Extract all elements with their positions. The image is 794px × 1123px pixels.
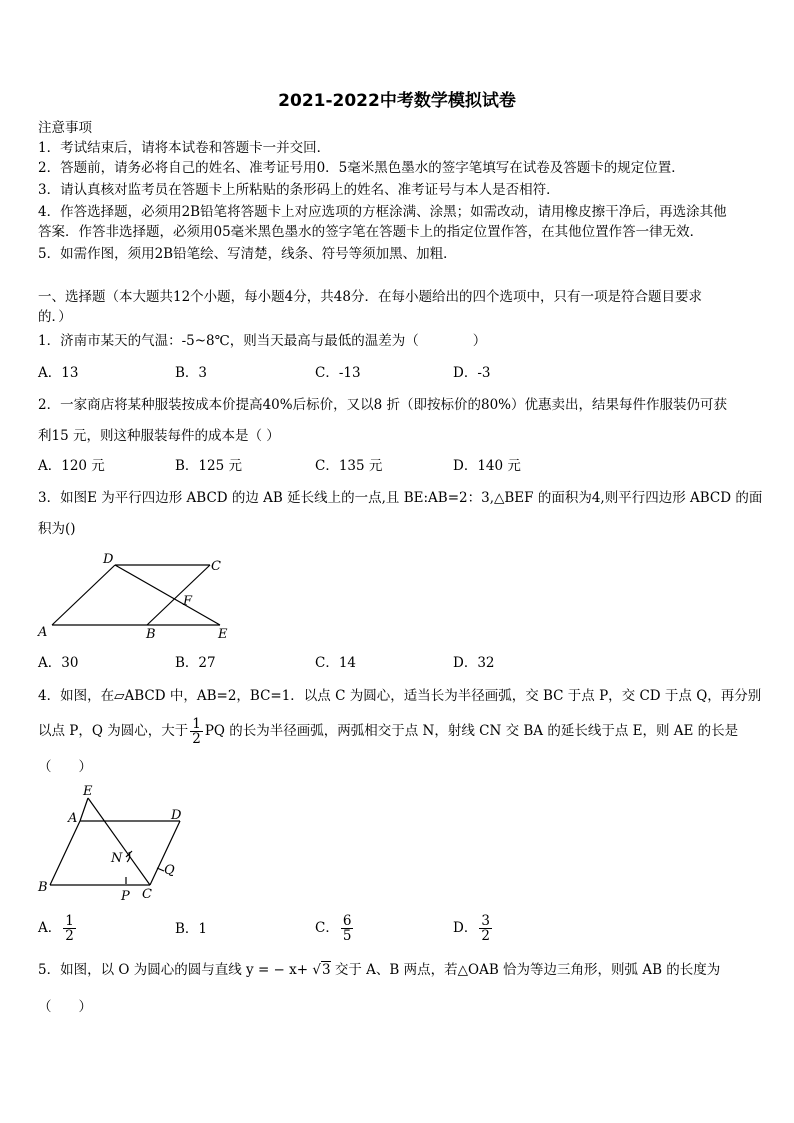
q2-option-a: A．120 元 — [38, 458, 105, 474]
q4-option-d-num: 3 — [481, 913, 490, 929]
q2-stem-cont: 利15 元，则这种服装每件的成本是（ ） — [38, 428, 280, 444]
section-heading: 一、选择题（本大题共12个小题，每小题4分，共48分．在每小题给出的四个选项中，只有一项是符合题目要求 — [38, 289, 702, 305]
q4-option-d-fraction — [479, 914, 492, 943]
q4-option-c-den: 5 — [342, 928, 352, 944]
q4-fraction-num: 1 — [192, 716, 201, 732]
q3-label-e: E — [218, 627, 228, 642]
q4-option-a-label: A． — [38, 920, 62, 936]
notice-heading: 注意事项 — [38, 120, 92, 136]
q4-option-a-fraction — [63, 914, 76, 943]
q4-stem-pre: 以点 P，Q 为圆心，大于 — [38, 723, 189, 739]
q5-answer-bracket: （ ） — [38, 999, 92, 1015]
q1-option-b: B．3 — [175, 365, 208, 381]
q3-stem: 3．如图E 为平行四边形 ABCD 的边 AB 延长线上的一点,且 BE:AB=2：3,△BEF 的面积为4,则平行四边形 ABCD 的面 — [38, 490, 763, 506]
q2-option-c: C．135 元 — [315, 458, 383, 474]
q4-stem-cont — [38, 717, 738, 746]
notice-item-4-cont: 答案．作答非选择题，必须用05毫米黑色墨水的签字笔在答题卡上的指定位置作答，在其他位置作答一律无效． — [38, 224, 704, 240]
q4-stem: 4．如图，在▱ABCD 中，AB=2，BC=1．以点 C 为圆心，适当长为半径画弧，交 BC 于点 P，交 CD 于点 Q，再分别 — [38, 688, 762, 704]
q1-option-a: A．13 — [38, 365, 79, 381]
q4-label-c: C — [142, 887, 152, 902]
q4-stem-post: PQ 的长为半径画弧，两弧相交于点 N，射线 CN 交 BA 的延长线于点 E，则 AE 的长是 — [204, 723, 739, 739]
q4-option-c — [315, 914, 355, 943]
q4-option-d-den: 2 — [481, 928, 490, 944]
q5-stem — [38, 960, 720, 980]
q3-label-b: B — [146, 627, 156, 642]
q4-fraction-den: 2 — [192, 731, 201, 747]
notice-item-5: 5．如需作图，须用2B铅笔绘、写清楚，线条、符号等须加黑、加粗． — [38, 246, 457, 262]
q4-option-c-fraction — [341, 914, 354, 943]
q4-option-d-label: D． — [453, 920, 478, 936]
q4-parallelogram-figure — [30, 778, 205, 906]
q5-sqrt-symbol: √ — [312, 962, 321, 978]
q5-stem-pre: 5．如图，以 O 为圆心的圆与直线 y = − x+ — [38, 962, 313, 978]
q3-label-c: C — [211, 559, 221, 574]
q4-answer-bracket: （ ） — [38, 759, 92, 775]
notice-item-2: 2．答题前，请务必将自己的姓名、准考证号用0．5毫米黑色墨水的签字笔填写在试卷及答题卡的规定位置． — [38, 160, 685, 176]
q1-option-d: D．-3 — [453, 365, 491, 381]
notice-item-4: 4．作答选择题，必须用2B铅笔将答题卡上对应选项的方框涂满、涂黑；如需改动，请用橡皮擦干净后，再选涂其他 — [38, 204, 727, 220]
q3-label-d: D — [103, 552, 114, 567]
q4-label-n: N — [111, 851, 123, 866]
notice-item-1: 1．考试结束后，请将本试卷和答题卡一并交回． — [38, 140, 331, 156]
q3-parallelogram-figure — [30, 548, 240, 648]
q2-option-d: D．140 元 — [453, 458, 521, 474]
page-title: 2021-2022中考数学模拟试卷 — [278, 91, 516, 111]
q1-stem: 1．济南市某天的气温：-5~8℃，则当天最高与最低的温差为（ ） — [38, 333, 487, 349]
q4-fraction — [190, 717, 203, 746]
q2-option-b: B．125 元 — [175, 458, 242, 474]
q4-option-a — [38, 914, 78, 943]
q4-option-b: B．1 — [175, 921, 208, 937]
q4-option-c-num: 6 — [342, 913, 352, 929]
q4-option-a-num: 1 — [65, 913, 74, 929]
q4-option-a-den: 2 — [65, 928, 74, 944]
q2-stem: 2．一家商店将某种服装按成本价提高40%后标价，又以8 折（即按标价的80%）优惠卖出，结果每件作服装仍可获 — [38, 397, 727, 413]
q4-option-d — [453, 914, 494, 943]
q4-option-c-label: C． — [315, 920, 339, 936]
q3-option-a: A．30 — [38, 655, 79, 671]
q1-option-c: C．-13 — [315, 365, 361, 381]
q3-option-c: C．14 — [315, 655, 357, 671]
q4-label-a: A — [68, 811, 78, 826]
q5-stem-post: 交于 A、B 两点，若△OAB 恰为等边三角形，则弧 AB 的长度为 — [330, 962, 721, 978]
q4-label-d: D — [171, 808, 182, 823]
q4-label-p: P — [121, 889, 130, 904]
q5-sqrt-arg: 3 — [321, 962, 331, 978]
section-heading-cont: 的．） — [38, 309, 72, 325]
q3-label-f: F — [183, 594, 193, 609]
q4-label-q: Q — [164, 863, 175, 878]
notice-item-3: 3．请认真核对监考员在答题卡上所粘贴的条形码上的姓名、准考证号与本人是否相符． — [38, 182, 560, 198]
q4-label-b: B — [38, 880, 48, 895]
q3-option-b: B．27 — [175, 655, 216, 671]
q3-option-d: D．32 — [453, 655, 495, 671]
q3-label-a: A — [38, 625, 48, 640]
q4-label-e: E — [83, 784, 93, 799]
q3-stem-cont: 积为() — [38, 521, 76, 537]
